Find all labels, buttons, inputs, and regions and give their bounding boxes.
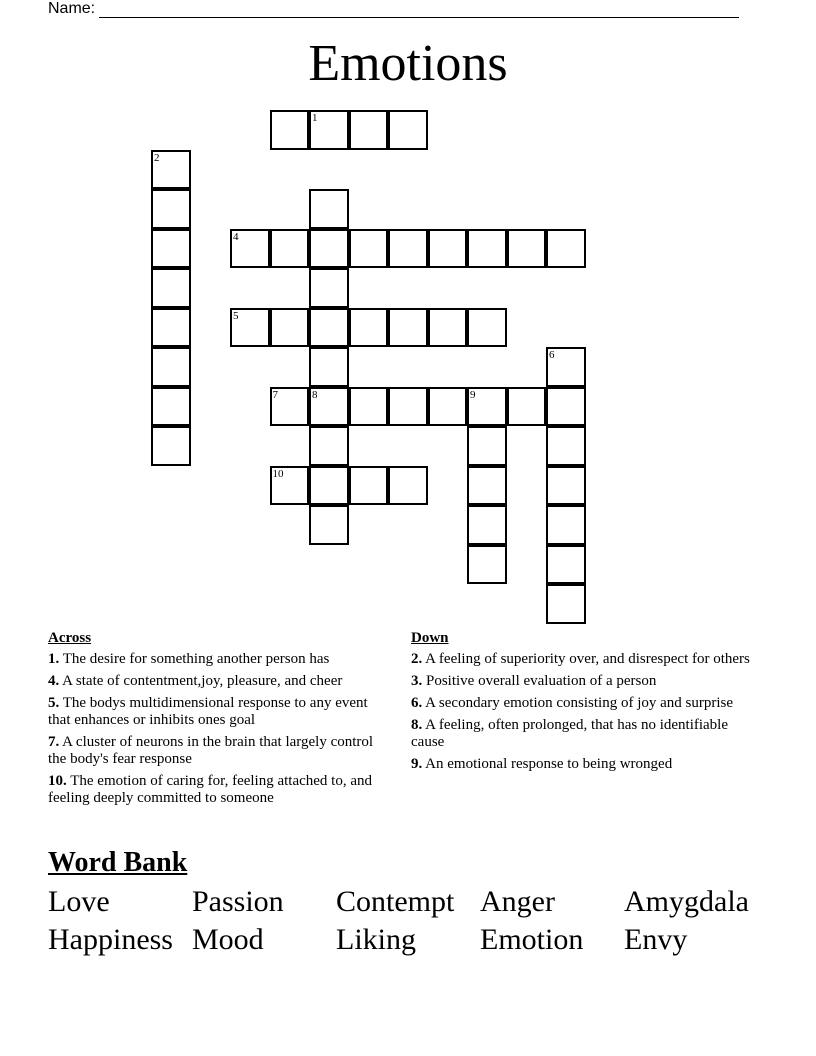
crossword-cell[interactable]: [546, 347, 586, 387]
crossword-cell[interactable]: [151, 347, 191, 387]
down-clue: [411, 695, 751, 712]
crossword-cell[interactable]: [151, 229, 191, 269]
crossword-cell[interactable]: [388, 110, 428, 150]
cell-number: 10: [272, 467, 284, 480]
across-heading: Across: [48, 630, 92, 646]
crossword-cell[interactable]: [309, 347, 349, 387]
crossword-cell[interactable]: [349, 110, 389, 150]
down-clue: [411, 651, 751, 668]
crossword-cell[interactable]: [151, 189, 191, 229]
crossword-cell[interactable]: [349, 466, 389, 506]
crossword-cell[interactable]: [230, 308, 270, 348]
crossword-cell[interactable]: [388, 387, 428, 427]
crossword-cell[interactable]: [546, 229, 586, 269]
crossword-cell[interactable]: [467, 229, 507, 269]
cell-number: 8: [312, 388, 318, 401]
cell-number: 5: [233, 309, 239, 322]
down-clue: [411, 756, 751, 773]
crossword-cell[interactable]: [388, 466, 428, 506]
clue-text: A state of contentment,joy, pleasure, and cheer: [59, 673, 343, 689]
word-bank-word: Contempt: [336, 885, 455, 918]
crossword-cell[interactable]: [309, 387, 349, 427]
crossword-cell[interactable]: [309, 308, 349, 348]
crossword-cell[interactable]: [309, 466, 349, 506]
across-clue: [48, 695, 384, 729]
across-clue: [48, 673, 384, 690]
across-clue: [48, 651, 384, 668]
word-bank-word: Passion: [192, 885, 284, 918]
clue-text: The bodys multidimensional response to any event that enhances or inhibits ones goal: [48, 695, 368, 728]
crossword-cell[interactable]: [546, 466, 586, 506]
crossword-cell[interactable]: [309, 110, 349, 150]
cell-number: 1: [312, 112, 318, 124]
word-bank-word: Mood: [192, 923, 264, 956]
clue-text: A feeling of superiority over, and disrespect for others: [422, 651, 750, 667]
cell-number: 6: [549, 349, 555, 361]
across-clues: [48, 630, 384, 812]
clue-number: 3.: [411, 673, 423, 689]
clue-number: 4.: [48, 673, 60, 689]
crossword-cell[interactable]: [151, 426, 191, 466]
clue-number: 5.: [48, 695, 60, 711]
clue-text: A secondary emotion consisting of joy and surprise: [422, 695, 734, 711]
crossword-cell[interactable]: [546, 584, 586, 624]
cell-number: 2: [154, 151, 160, 164]
crossword-cell[interactable]: [388, 229, 428, 269]
crossword-cell[interactable]: [349, 229, 389, 269]
crossword-cell[interactable]: [467, 545, 507, 585]
clue-number: 1.: [48, 651, 60, 667]
word-bank-word: Liking: [336, 923, 416, 956]
crossword-cell[interactable]: [388, 308, 428, 348]
crossword-cell[interactable]: [270, 387, 310, 427]
cell-number: 7: [272, 388, 278, 401]
crossword-cell[interactable]: [270, 466, 310, 506]
across-clue: [48, 734, 384, 768]
crossword-cell[interactable]: [151, 268, 191, 308]
crossword-cell[interactable]: [151, 387, 191, 427]
crossword-cell[interactable]: [546, 426, 586, 466]
crossword-cell[interactable]: [309, 189, 349, 229]
crossword-cell[interactable]: [309, 268, 349, 308]
clue-text: A feeling, often prolonged, that has no identifiable cause: [411, 717, 729, 750]
clue-number: 6.: [411, 695, 423, 711]
crossword-cell[interactable]: [428, 387, 468, 427]
clue-text: The emotion of caring for, feeling attached to, and feeling deeply committed to someone: [48, 773, 373, 806]
down-clues: [411, 630, 751, 778]
name-label: Name:: [48, 0, 96, 17]
cell-number: 9: [470, 388, 476, 401]
crossword-cell[interactable]: [309, 229, 349, 269]
crossword-cell[interactable]: [467, 466, 507, 506]
clue-number: 10.: [48, 773, 67, 789]
crossword-cell[interactable]: [151, 150, 191, 190]
crossword-cell[interactable]: [309, 426, 349, 466]
word-bank-word: Happiness: [48, 923, 173, 956]
crossword-cell[interactable]: [270, 229, 310, 269]
word-bank-word: Love: [48, 885, 110, 918]
crossword-cell[interactable]: [546, 545, 586, 585]
word-bank-heading: Word Bank: [48, 847, 188, 878]
word-bank-word: Amygdala: [624, 885, 749, 918]
clue-text: An emotional response to being wronged: [422, 756, 673, 772]
cell-number: 4: [233, 230, 239, 243]
crossword-cell[interactable]: [151, 308, 191, 348]
crossword-cell[interactable]: [230, 229, 270, 269]
crossword-cell[interactable]: [507, 229, 547, 269]
clue-number: 2.: [411, 651, 423, 667]
crossword-cell[interactable]: [270, 110, 310, 150]
crossword-cell[interactable]: [546, 505, 586, 545]
crossword-cell[interactable]: [507, 387, 547, 427]
crossword-cell[interactable]: [349, 387, 389, 427]
crossword-cell[interactable]: [309, 505, 349, 545]
down-clue: [411, 673, 751, 690]
word-bank-word: Envy: [624, 923, 688, 956]
down-clue: [411, 717, 751, 751]
down-heading: Down: [411, 630, 449, 646]
crossword-cell[interactable]: [349, 308, 389, 348]
crossword-cell[interactable]: [428, 229, 468, 269]
crossword-cell[interactable]: [428, 308, 468, 348]
across-clue: [48, 773, 384, 807]
clue-number: 7.: [48, 734, 60, 750]
clue-number: 9.: [411, 756, 423, 772]
word-bank-word: Anger: [480, 885, 555, 918]
crossword-cell[interactable]: [546, 387, 586, 427]
word-bank-word: Emotion: [480, 923, 584, 956]
clue-text: The desire for something another person has: [59, 651, 330, 667]
clue-text: Positive overall evaluation of a person: [422, 673, 657, 689]
crossword-cell[interactable]: [467, 505, 507, 545]
clue-number: 8.: [411, 717, 423, 733]
crossword-cell[interactable]: [270, 308, 310, 348]
crossword-cell[interactable]: [467, 387, 507, 427]
page-title: Emotions: [308, 35, 508, 92]
crossword-cell[interactable]: [467, 308, 507, 348]
clue-text: A cluster of neurons in the brain that largely control the body's fear response: [48, 734, 374, 767]
crossword-cell[interactable]: [467, 426, 507, 466]
